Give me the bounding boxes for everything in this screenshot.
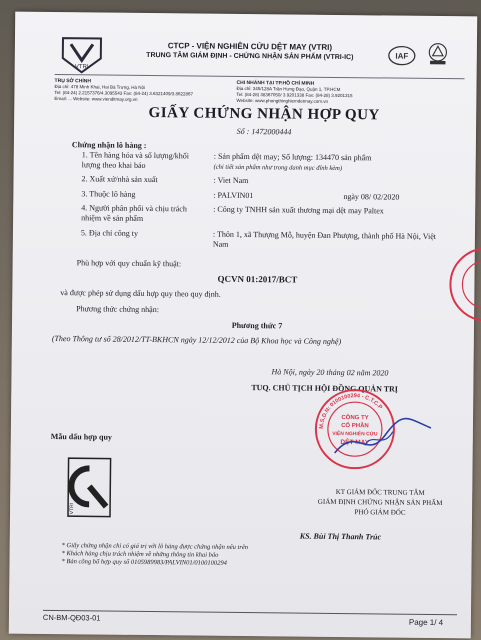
branch-office-address	[236, 80, 386, 106]
field-label-address: 5. Địa chỉ công ty	[80, 228, 139, 238]
field-value-origin: : Viet Nam	[213, 175, 249, 186]
organization-title: CTCP - VIỆN NGHIÊN CỨU DỆT MAY (VTRI)	[167, 41, 333, 52]
notes	[61, 542, 391, 569]
head-office-address	[54, 78, 229, 104]
place-date: Hà Nội, ngày 20 tháng 02 năm 2020	[271, 367, 389, 378]
field-value-distributor: : Công ty TNHH sản xuất thương mại dệt may Paltex	[213, 204, 384, 216]
note-line: * Bản công bố hợp quy số 0105989983/PALVIN01/0100100294	[61, 558, 227, 567]
logo-label: VTRI	[74, 64, 89, 71]
certificate-number: Số : 1472000444	[236, 126, 292, 137]
field-value-address: : Thôn 1, xã Thượng Mỗ, huyện Đan Phượng, thành phố Hà Nội, Việt Nam	[212, 229, 437, 249]
vtri-logo-icon	[57, 34, 107, 77]
field-value-lot: : PALVIN01	[213, 190, 254, 201]
conformity-mark-label: Mẫu dấu hợp quy	[50, 431, 112, 442]
form-code: CN-BM-QĐ03-01	[42, 612, 101, 623]
tech-regulation-label: Phù hợp với quy chuẩn kỹ thuật:	[76, 258, 182, 269]
page-number: Page 1/ 4	[408, 617, 444, 628]
head-office-line: Tel: (84-24) 2.2157376/4.3095543 Fax: (84-24) 3.6321409/3.8622867	[54, 90, 194, 97]
iaf-label: IAF	[395, 51, 409, 61]
circular-reference: (Theo Thông tư số 28/2012/TT-BKHCN ngày 12/12/2012 của Bộ Khoa học và Công nghệ)	[51, 333, 342, 347]
note-line: * Khách hàng chịu trách nhiệm về những thông tin khai báo	[61, 550, 219, 559]
note-line: * Giấy chứng nhận chỉ có giá trị với lô hàng được chứng nhận nêu trên	[61, 542, 249, 552]
method-label: Phương thức chứng nhận:	[76, 304, 160, 315]
signature-scribble-icon	[327, 405, 438, 466]
sign-line: KT GIÁM ĐỐC TRUNG TÂM	[335, 487, 425, 497]
field-label-origin: 2. Xuất xứ/nhà sản xuất	[81, 174, 158, 185]
sign-line: GIÁM ĐỊNH CHỨNG NHẬN SẢN PHẨM	[317, 497, 443, 508]
seal-line: VIỆN NGHIÊN CỨU	[332, 430, 378, 438]
cert-for-label: Chứng nhận lô hàng :	[71, 140, 147, 150]
field-label-lot: 3. Thuộc lô hàng	[81, 189, 136, 199]
permit-text: và được phép sử dụng dấu hợp quy theo quy định.	[60, 288, 221, 299]
field-label-distributor: 4. Người phân phối và chịu trách nhiệm về sản phẩm	[81, 203, 187, 223]
signer-name: KS. Bùi Thị Thanh Trúc	[299, 531, 382, 542]
page-edge-seal-icon	[440, 244, 481, 324]
seal-line: CÔNG TY	[341, 415, 369, 422]
iaf-badge-icon	[387, 43, 417, 67]
seal-ring-text: M.S.D.N: 0100100294 - C.T.C.P	[318, 393, 384, 430]
method-value: Phương thức 7	[231, 320, 283, 331]
branch-office-line: Địa chỉ: 345/128A Trần Hưng Đạo, Quận 1, TP.HCM	[236, 85, 341, 93]
field-value-goods: : Sản phẩm dệt may; Số lượng: 134470 sản phẩm	[213, 151, 372, 163]
document-title: GIẤY CHỨNG NHẬN HỢP QUY	[148, 105, 380, 124]
seal-line: CỔ PHẦN	[341, 423, 369, 430]
conformity-mark-text: VTRI	[69, 502, 76, 515]
branch-office-line: Website: www.phongthinghiemdetmay.com.vn	[236, 97, 329, 104]
certificate-page	[9, 12, 477, 639]
head-office-line: Địa chỉ: 478 Minh Khai, Hai Bà Trưng, Hà Nội	[54, 84, 146, 90]
footer-divider	[43, 610, 457, 615]
head-office-label: TRỤ SỞ CHÍNH	[54, 78, 92, 85]
seal-line: DỆT MAY	[340, 439, 370, 447]
field-lot-date: ngày 08/ 02/2020	[343, 192, 400, 202]
signature-block	[270, 486, 481, 518]
field-note-goods: (chi tiết sản phẩm như trong danh mục đính kèm)	[213, 163, 343, 173]
accreditation-badge-icon	[423, 42, 453, 66]
council-title: TUQ. CHỦ TỊCH HỘI ĐỒNG QUẢN TRỊ	[251, 383, 399, 394]
conformity-mark-icon	[64, 456, 115, 521]
sign-line: PHÓ GIÁM ĐỐC	[354, 508, 406, 517]
branch-office-line: Tel: (84-28) 38367050/ 3.9201338 Fax: (84-28) 3.9201315	[236, 91, 353, 99]
center-title: TRUNG TÂM GIÁM ĐỊNH - CHỨNG NHẬN SẢN PHẨM (VTRI-IC)	[146, 51, 354, 62]
branch-office-label: CHI NHÁNH TẠI TP.HỒ CHÍ MINH	[236, 79, 315, 87]
field-label-goods: 1. Tên hàng hóa và số lượng/khối lượng theo khai báo	[81, 150, 190, 170]
standard-code: QCVN 01:2017/BCT	[217, 273, 298, 285]
head-office-line: Email: ... Website: www.vienditmay.org.vn	[54, 96, 138, 102]
